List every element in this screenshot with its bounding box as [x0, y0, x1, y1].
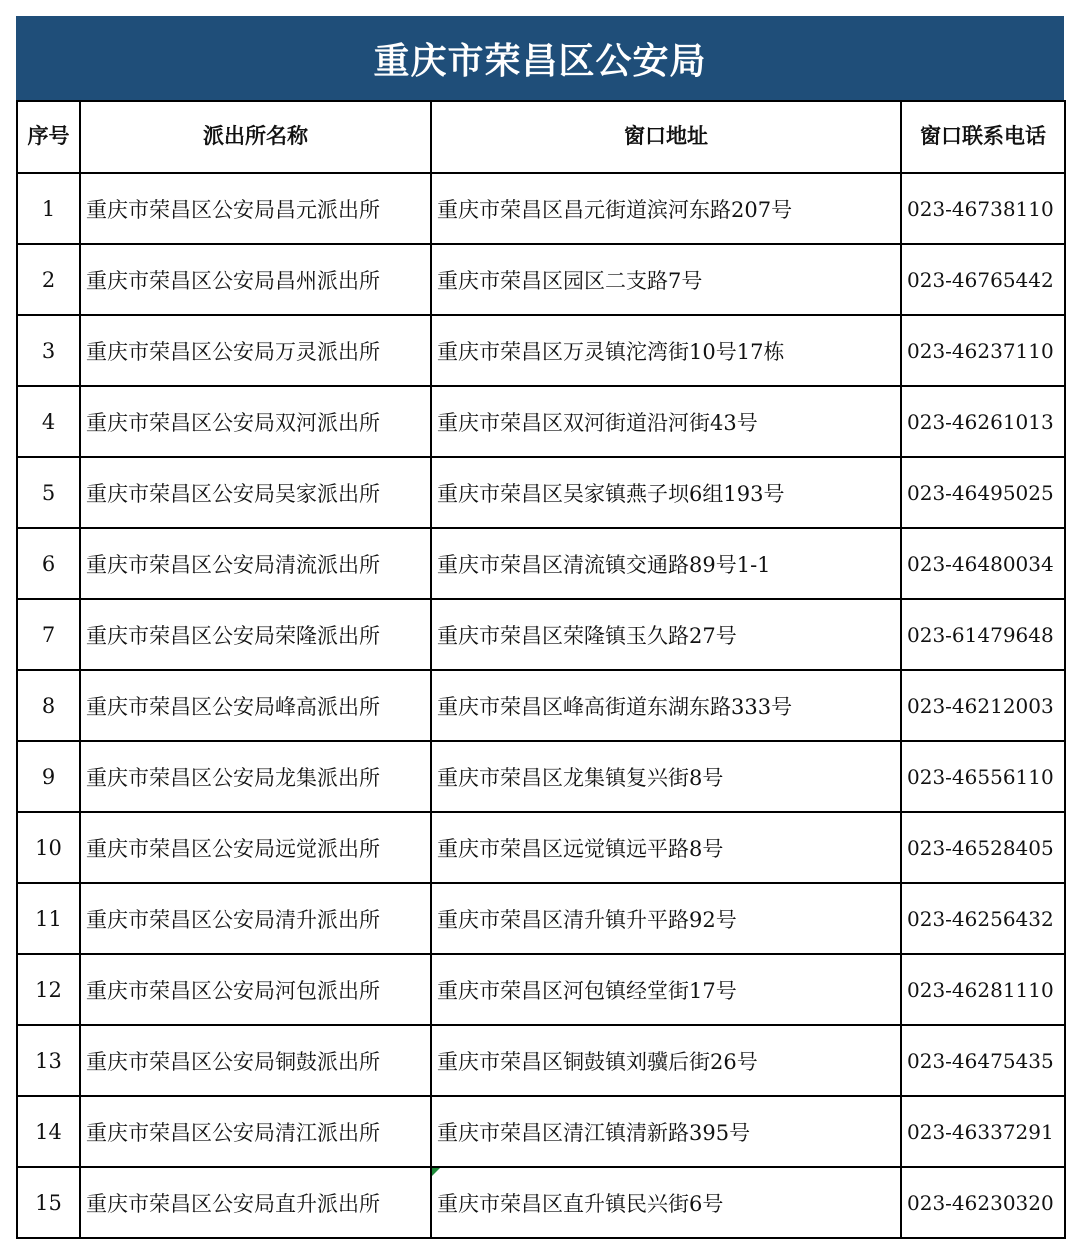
station-name-cell: 重庆市荣昌区公安局远觉派出所 [80, 812, 431, 883]
station-name-cell: 重庆市荣昌区公安局峰高派出所 [80, 670, 431, 741]
station-name-cell: 重庆市荣昌区公安局河包派出所 [80, 954, 431, 1025]
header-station-name: 派出所名称 [80, 101, 431, 173]
row-number: 7 [17, 599, 80, 670]
table-body [17, 173, 1065, 1238]
row-number: 1 [17, 173, 80, 244]
row-number: 3 [17, 315, 80, 386]
table-row [17, 812, 1065, 883]
station-name-cell: 重庆市荣昌区公安局昌州派出所 [80, 244, 431, 315]
row-number: 10 [17, 812, 80, 883]
window-address-cell: 重庆市荣昌区双河街道沿河街43号 [431, 386, 901, 457]
station-name-cell: 重庆市荣昌区公安局清升派出所 [80, 883, 431, 954]
cell-comment-marker [432, 1168, 440, 1176]
window-phone-cell: 023-46212003 [901, 670, 1065, 741]
table-row [17, 1025, 1065, 1096]
table-row [17, 528, 1065, 599]
table-row [17, 244, 1065, 315]
window-phone-cell: 023-46480034 [901, 528, 1065, 599]
station-name-cell: 重庆市荣昌区公安局清江派出所 [80, 1096, 431, 1167]
window-address-cell: 重庆市荣昌区清流镇交通路89号1-1 [431, 528, 901, 599]
window-address-cell [431, 1167, 901, 1238]
row-number: 4 [17, 386, 80, 457]
station-name-cell: 重庆市荣昌区公安局清流派出所 [80, 528, 431, 599]
row-number: 13 [17, 1025, 80, 1096]
window-phone-cell: 023-46475435 [901, 1025, 1065, 1096]
window-address-cell: 重庆市荣昌区峰高街道东湖东路333号 [431, 670, 901, 741]
row-number: 9 [17, 741, 80, 812]
window-address-cell: 重庆市荣昌区清升镇升平路92号 [431, 883, 901, 954]
header-window-phone: 窗口联系电话 [901, 101, 1065, 173]
table-row [17, 173, 1065, 244]
window-phone-cell: 023-46256432 [901, 883, 1065, 954]
row-number: 11 [17, 883, 80, 954]
window-address-cell: 重庆市荣昌区龙集镇复兴街8号 [431, 741, 901, 812]
police-station-table [16, 100, 1066, 1239]
row-number: 14 [17, 1096, 80, 1167]
table-row [17, 670, 1065, 741]
window-address-cell: 重庆市荣昌区荣隆镇玉久路27号 [431, 599, 901, 670]
station-name-cell: 重庆市荣昌区公安局荣隆派出所 [80, 599, 431, 670]
table-row [17, 1096, 1065, 1167]
table-row [17, 1167, 1065, 1238]
table-row [17, 315, 1065, 386]
window-phone-cell: 023-46556110 [901, 741, 1065, 812]
window-phone-cell: 023-46528405 [901, 812, 1065, 883]
police-station-table-sheet [16, 16, 1064, 1239]
window-phone-cell: 023-46230320 [901, 1167, 1065, 1238]
window-phone-cell: 023-46337291 [901, 1096, 1065, 1167]
row-number: 5 [17, 457, 80, 528]
station-name-cell: 重庆市荣昌区公安局万灵派出所 [80, 315, 431, 386]
table-row [17, 457, 1065, 528]
table-row [17, 386, 1065, 457]
window-phone-cell: 023-61479648 [901, 599, 1065, 670]
table-row [17, 599, 1065, 670]
row-number: 2 [17, 244, 80, 315]
table-row [17, 954, 1065, 1025]
station-name-cell: 重庆市荣昌区公安局铜鼓派出所 [80, 1025, 431, 1096]
row-number: 8 [17, 670, 80, 741]
window-address-cell: 重庆市荣昌区园区二支路7号 [431, 244, 901, 315]
header-row [17, 101, 1065, 173]
station-name-cell: 重庆市荣昌区公安局龙集派出所 [80, 741, 431, 812]
window-address-cell: 重庆市荣昌区清江镇清新路395号 [431, 1096, 901, 1167]
header-window-address: 窗口地址 [431, 101, 901, 173]
window-phone-cell: 023-46765442 [901, 244, 1065, 315]
window-phone-cell: 023-46738110 [901, 173, 1065, 244]
window-phone-cell: 023-46281110 [901, 954, 1065, 1025]
window-address-cell: 重庆市荣昌区远觉镇远平路8号 [431, 812, 901, 883]
row-number: 6 [17, 528, 80, 599]
window-address-cell: 重庆市荣昌区昌元街道滨河东路207号 [431, 173, 901, 244]
window-phone-cell: 023-46495025 [901, 457, 1065, 528]
station-name-cell: 重庆市荣昌区公安局吴家派出所 [80, 457, 431, 528]
header-no: 序号 [17, 101, 80, 173]
station-name-cell: 重庆市荣昌区公安局直升派出所 [80, 1167, 431, 1238]
window-address-cell: 重庆市荣昌区河包镇经堂街17号 [431, 954, 901, 1025]
table-row [17, 741, 1065, 812]
table-row [17, 883, 1065, 954]
row-number: 15 [17, 1167, 80, 1238]
station-name-cell: 重庆市荣昌区公安局双河派出所 [80, 386, 431, 457]
window-address-cell: 重庆市荣昌区铜鼓镇刘骥后街26号 [431, 1025, 901, 1096]
window-phone-cell: 023-46261013 [901, 386, 1065, 457]
row-number: 12 [17, 954, 80, 1025]
window-address-cell: 重庆市荣昌区万灵镇沱湾街10号17栋 [431, 315, 901, 386]
window-address-cell: 重庆市荣昌区吴家镇燕子坝6组193号 [431, 457, 901, 528]
station-name-cell: 重庆市荣昌区公安局昌元派出所 [80, 173, 431, 244]
window-address-text: 重庆市荣昌区直升镇民兴街6号 [437, 1191, 724, 1216]
window-phone-cell: 023-46237110 [901, 315, 1065, 386]
table-title: 重庆市荣昌区公安局 [16, 16, 1064, 100]
